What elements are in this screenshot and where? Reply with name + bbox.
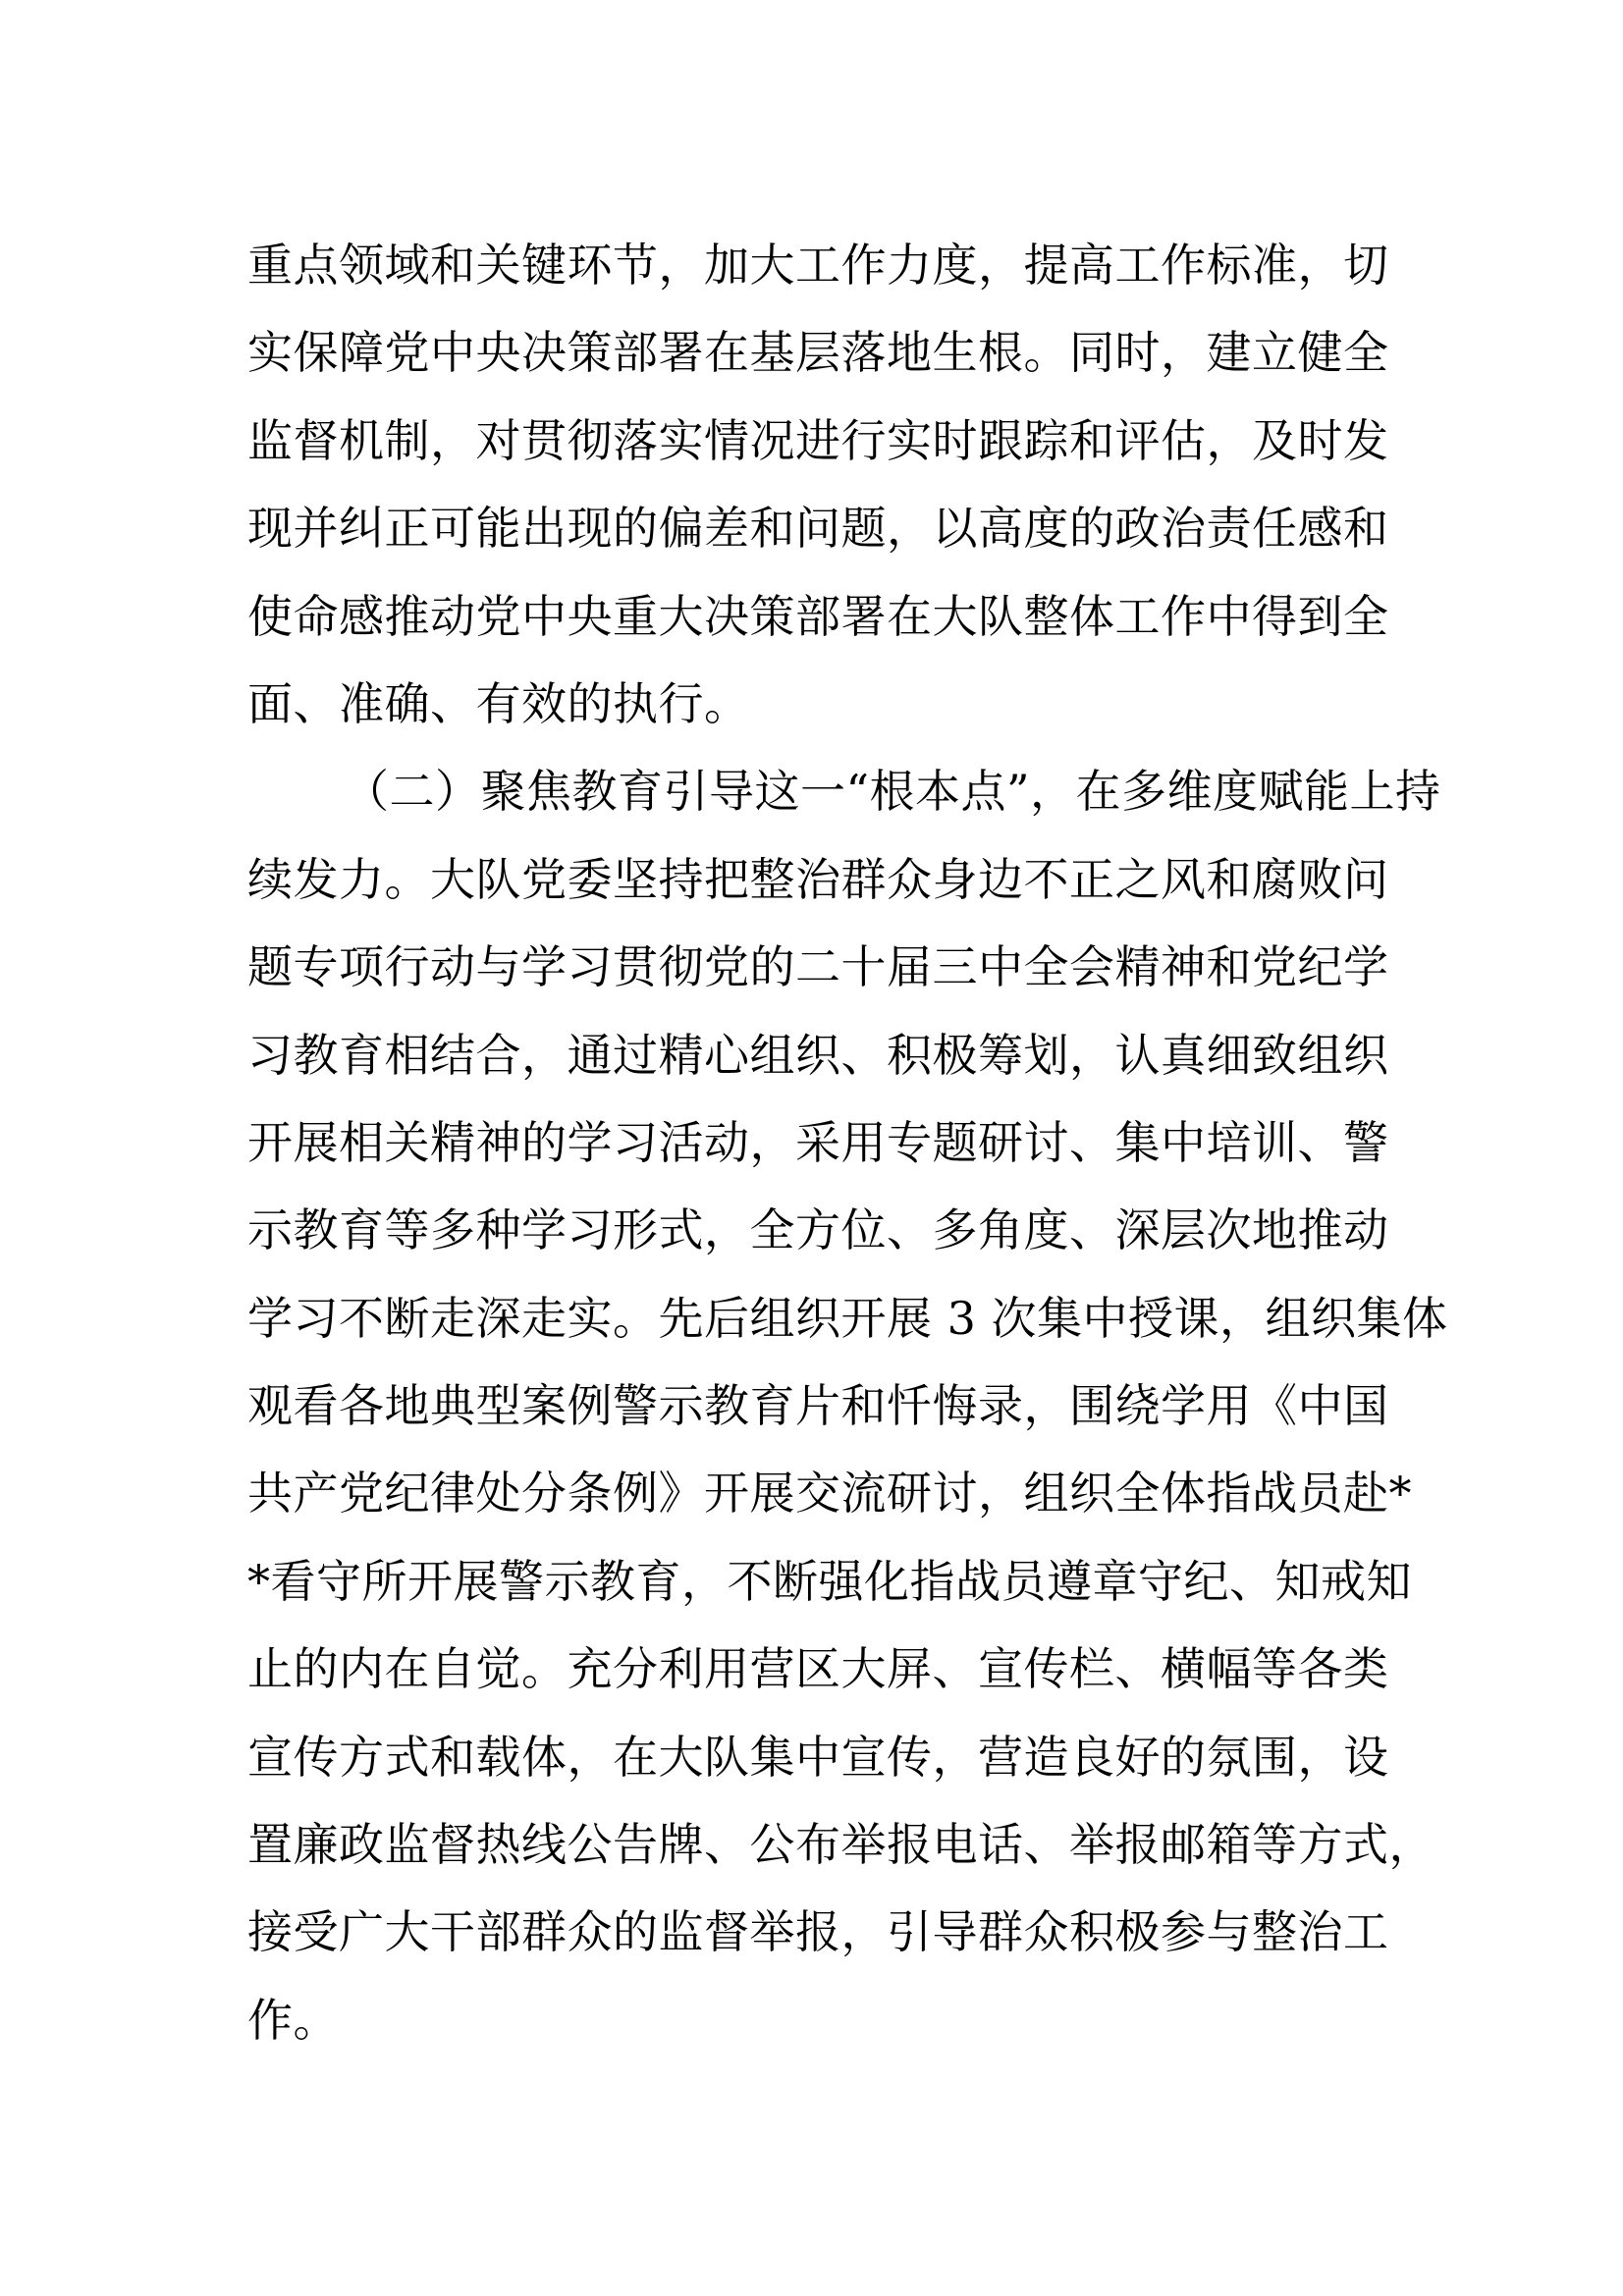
text-line: *看守所开展警示教育，不断强化指战员遵章守纪、知戒知	[247, 1554, 1412, 1608]
text-line: 宣传方式和载体，在大队集中宣传，营造良好的氛围，设	[247, 1730, 1389, 1784]
text-line: 学习不断走深走实。先后组织开展 3 次集中授课，组织集体	[247, 1291, 1448, 1345]
text-line: 使命感推动党中央重大决策部署在大队整体工作中得到全	[247, 589, 1389, 643]
text-line: 示教育等多种学习形式，全方位、多角度、深层次地推动	[247, 1203, 1389, 1257]
text-line: 习教育相结合，通过精心组织、积极筹划，认真细致组织	[247, 1028, 1389, 1082]
text-line: 接受广大干部群众的监督举报，引导群众积极参与整治工	[247, 1905, 1389, 1959]
text-line: 共产党纪律处分条例》开展交流研讨，组织全体指战员赴*	[247, 1467, 1412, 1521]
text-line: 观看各地典型案例警示教育片和忏悔录，围绕学用《中国	[247, 1379, 1389, 1433]
section-heading-line: （二）聚焦教育引导这一“根本点”，在多维度赋能上持	[344, 765, 1441, 819]
text-line: 题专项行动与学习贯彻党的二十届三中全会精神和党纪学	[247, 940, 1389, 994]
text-line: 面、准确、有效的执行。	[247, 676, 750, 730]
text-line: 作。	[247, 1993, 339, 2047]
text-line: 实保障党中央决策部署在基层落地生根。同时，建立健全	[247, 326, 1389, 380]
text-line: 开展相关精神的学习活动，采用专题研讨、集中培训、警	[247, 1115, 1389, 1169]
text-line: 监督机制，对贯彻落实情况进行实时跟踪和评估，及时发	[247, 413, 1389, 467]
text-line: 重点领域和关键环节，加大工作力度，提高工作标准，切	[247, 239, 1389, 292]
text-line: 续发力。大队党委坚持把整治群众身边不正之风和腐败问	[247, 852, 1389, 906]
text-line: 现并纠正可能出现的偏差和问题，以高度的政治责任感和	[247, 502, 1389, 556]
body-text	[247, 222, 1448, 2064]
text-line: 止的内在自觉。充分利用营区大屏、宣传栏、横幅等各类	[247, 1642, 1389, 1696]
text-line: 置廉政监督热线公告牌、公布举报电话、举报邮箱等方式，	[247, 1818, 1434, 1872]
